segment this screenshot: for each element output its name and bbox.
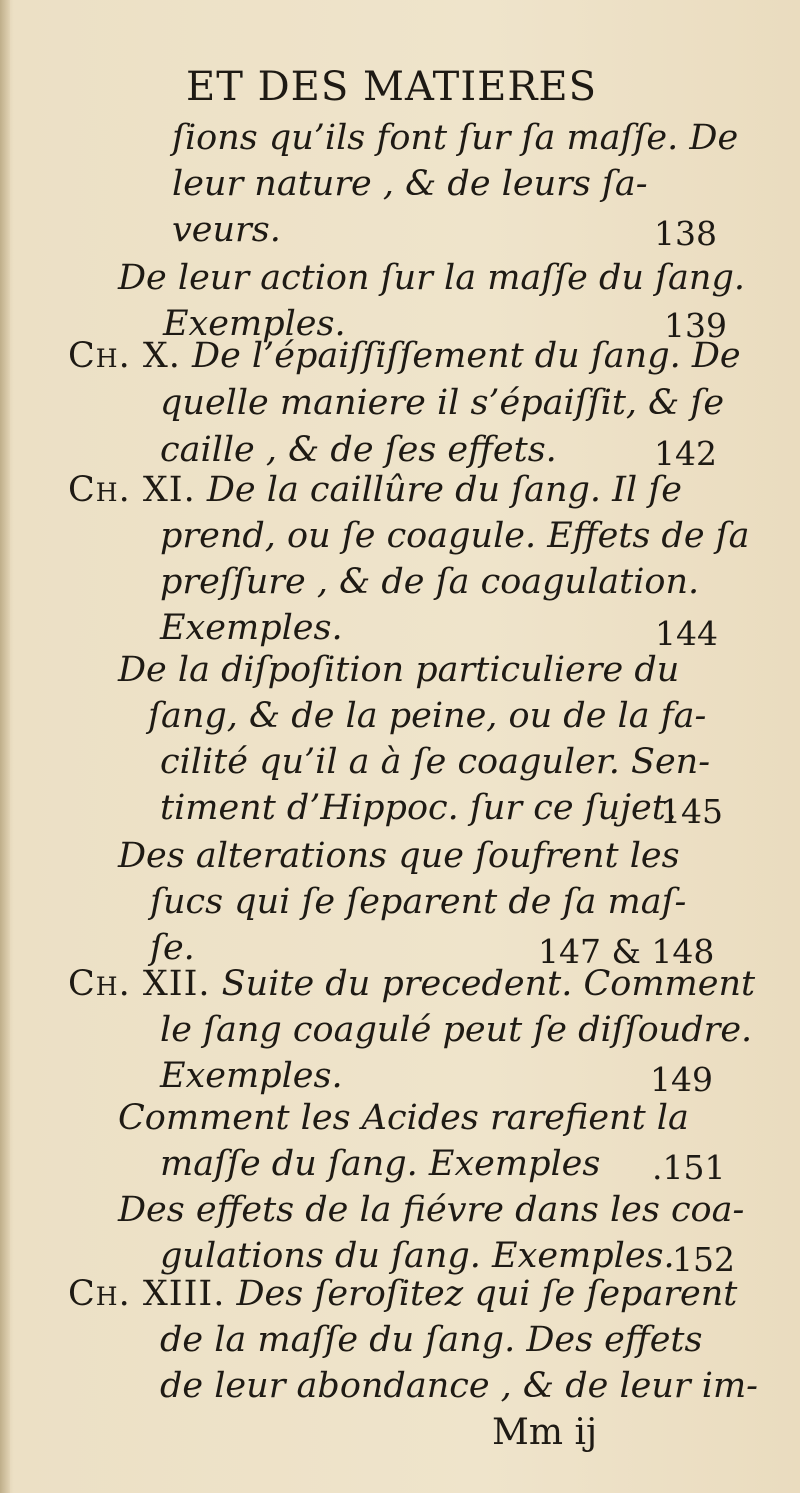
entry-line: Des alterations que ſoufrent les xyxy=(118,836,680,876)
entry-line: gulations du ſang. Exemples. xyxy=(160,1236,675,1276)
entry-line: ſucs qui ſe ſeparent de ſa maſ- xyxy=(150,882,687,922)
entry-line: de la maſſe du ſang. Des effets xyxy=(160,1320,703,1360)
entry-line: veurs. xyxy=(172,210,281,250)
entry-line: Exemples. xyxy=(160,1056,343,1096)
page-number: 145 xyxy=(660,792,723,831)
entry-line: cilité qu’il a à ſe coaguler. Sen- xyxy=(160,742,711,782)
page-number: 152 xyxy=(672,1240,735,1279)
page-number: 144 xyxy=(655,614,718,653)
entry-text: Suite du precedent. Comment xyxy=(221,964,756,1004)
chapter-label: Ch. XII. xyxy=(68,964,211,1004)
page-number: .151 xyxy=(652,1148,726,1187)
entry-line: maſſe du ſang. Exemples xyxy=(160,1144,601,1184)
entry-line xyxy=(68,470,682,510)
entry-line xyxy=(68,1274,737,1314)
page-number: 142 xyxy=(654,434,717,473)
entry-line: caille , & de ſes effets. xyxy=(160,430,557,470)
page-number: 138 xyxy=(654,214,717,253)
entry-line: leur nature , & de leurs ſa- xyxy=(172,164,648,204)
entry-line: De leur action ſur la maſſe du ſang. xyxy=(118,258,745,298)
entry-line: prend, ou ſe coagule. Effets de ſa xyxy=(160,516,750,556)
entry-line: timent d’Hippoc. ſur ce ſujet. xyxy=(160,788,677,828)
page-gutter xyxy=(0,0,10,1493)
page-number: 147 & 148 xyxy=(538,932,715,971)
chapter-label: Ch. XI. xyxy=(68,470,196,510)
chapter-label: Ch. X. xyxy=(68,336,181,376)
entry-line: le ſang coagulé peut ſe diſſoudre. xyxy=(160,1010,753,1050)
entry-line: De la diſpoſition particuliere du xyxy=(118,650,680,690)
entry-line: de leur abondance , & de leur im- xyxy=(160,1366,758,1406)
entry-text: De la caillûre du ſang. Il ſe xyxy=(206,470,682,510)
entry-line: preſſure , & de ſa coagulation. xyxy=(160,562,700,602)
page-number: 149 xyxy=(650,1060,713,1099)
entry-line xyxy=(68,336,741,376)
signature-mark: Mm ij xyxy=(492,1412,598,1453)
entry-line: Exemples. xyxy=(163,304,346,344)
running-header: ET DES MATIERES xyxy=(186,64,598,110)
entry-line: Comment les Acides rarefient la xyxy=(118,1098,689,1138)
entry-line: ſe. xyxy=(150,928,195,968)
entry-line: Des effets de la fiévre dans les coa- xyxy=(118,1190,745,1230)
chapter-label: Ch. XIII. xyxy=(68,1274,226,1314)
entry-line: Exemples. xyxy=(160,608,343,648)
page-number: 139 xyxy=(664,306,727,345)
entry-line: ſions qu’ils font ſur ſa maſſe. De xyxy=(172,118,739,158)
entry-text: Des ſeroſitez qui ſe ſeparent xyxy=(236,1274,738,1314)
entry-line: ſang, & de la peine, ou de la fa- xyxy=(148,696,707,736)
entry-line xyxy=(68,964,755,1004)
entry-text: De l’épaiſſiſſement du ſang. De xyxy=(192,336,741,376)
entry-line: quelle maniere il s’épaiſſit, & ſe xyxy=(160,383,725,423)
